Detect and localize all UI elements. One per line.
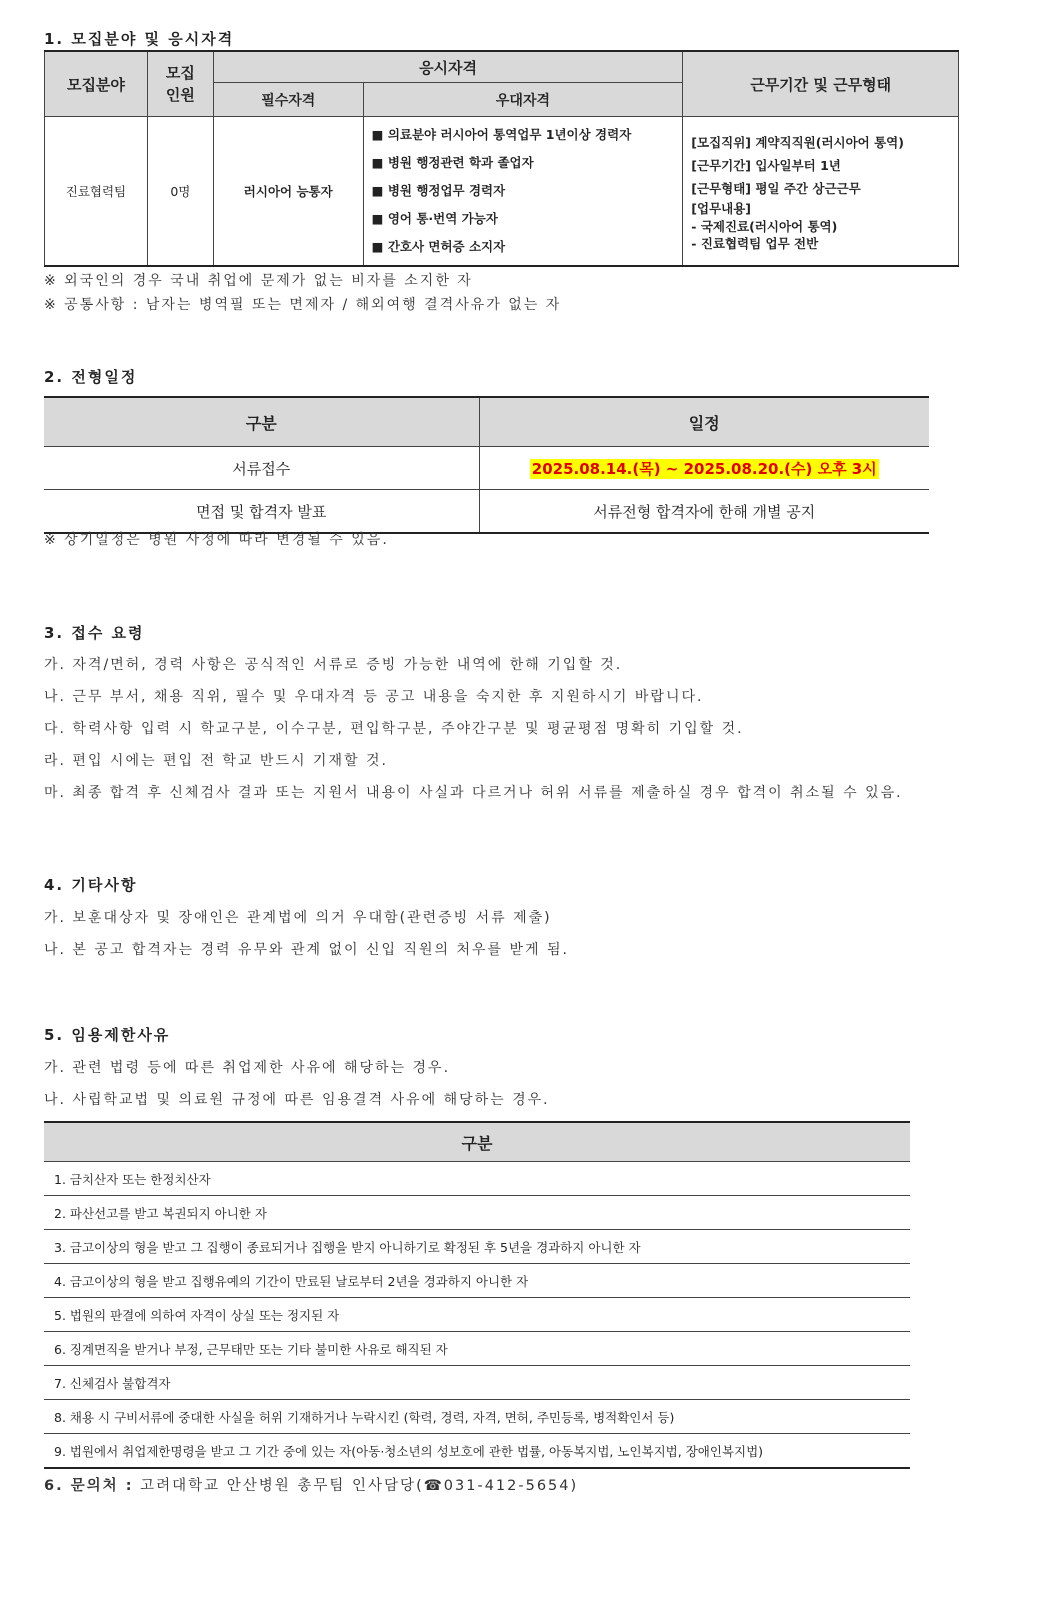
work-item: [업무내용] xyxy=(691,200,752,216)
section-1-title: 1. 모집분야 및 응시자격 xyxy=(44,30,235,48)
table-row: 3. 금고이상의 형을 받고 그 집행이 종료되거나 집행을 받지 아니하기로 확정된 후 5년을 경과하지 아니한 자 xyxy=(44,1230,910,1264)
table-row: 7. 신체검사 불합격자 xyxy=(44,1366,910,1400)
s2-note: ※ 상기일정은 병원 사정에 따라 변경될 수 있음. xyxy=(44,532,389,548)
s3-item: 마. 최종 합격 후 신체검사 결과 또는 지원서 내용이 사실과 다르거나 허위 서류를 제출하실 경우 합격이 취소될 수 있음. xyxy=(44,785,903,801)
s3-item: 나. 근무 부서, 채용 직위, 필수 및 우대자격 등 공고 내용을 숙지한 후 지원하시기 바랍니다. xyxy=(44,689,704,705)
s1-note: ※ 외국인의 경우 국내 취업에 문제가 없는 비자를 소지한 자 xyxy=(44,273,473,289)
s1-note: ※ 공통사항 : 남자는 병역필 또는 면제자 / 해외여행 결격사유가 없는 자 xyxy=(44,297,562,313)
contact-line xyxy=(44,1474,578,1495)
cell-field: 진료협력팀 xyxy=(45,117,148,267)
highlighted-date: 2025.08.14.(목) ~ 2025.08.20.(수) 오후 3시 xyxy=(531,459,877,478)
section-6-title: 6. 문의처 : xyxy=(44,1478,134,1494)
work-item: - 진료협력팀 업무 전반 xyxy=(691,235,819,251)
work-item: [근무형태] 평일 주간 상근근무 xyxy=(691,180,861,196)
preferred-item: ■ 병원 행정업무 경력자 xyxy=(372,177,675,205)
s3-item: 라. 편입 시에는 편입 전 학교 반드시 기재할 것. xyxy=(44,753,388,769)
preferred-item: ■ 의료분야 러시아어 통역업무 1년이상 경력자 xyxy=(372,121,675,149)
header-count: 모집 인원 xyxy=(147,51,213,117)
s3-item: 다. 학력사항 입력 시 학교구분, 이수구분, 편입학구분, 주야간구분 및 평균평점 명확히 기입할 것. xyxy=(44,721,744,737)
cell-preferred xyxy=(363,117,683,267)
cell-work xyxy=(683,117,959,267)
header-category: 구분 xyxy=(44,397,479,447)
table-row: 2. 파산선고를 받고 복권되지 아니한 자 xyxy=(44,1196,910,1230)
table-row: 6. 징계면직을 받거나 부정, 근무태만 또는 기타 불미한 사유로 해직된 자 xyxy=(44,1332,910,1366)
header-qualification: 응시자격 xyxy=(213,51,682,83)
schedule-table xyxy=(44,396,929,534)
header-work: 근무기간 및 근무형태 xyxy=(683,51,959,117)
section-5-title: 5. 임용제한사유 xyxy=(44,1026,171,1044)
s5-item: 가. 관련 법령 등에 따른 취업제한 사유에 해당하는 경우. xyxy=(44,1060,451,1076)
cell-count: 0명 xyxy=(147,117,213,267)
section-4-title: 4. 기타사항 xyxy=(44,876,138,894)
s5-item: 나. 사립학교법 및 의료원 규정에 따른 임용결격 사유에 해당하는 경우. xyxy=(44,1092,550,1108)
schedule-value: 서류전형 합격자에 한해 개별 공지 xyxy=(479,490,929,534)
disqualification-table xyxy=(44,1121,910,1469)
preferred-item: ■ 영어 통·번역 가능자 xyxy=(372,205,675,233)
section-3-title: 3. 접수 요령 xyxy=(44,624,145,642)
header-preferred: 우대자격 xyxy=(363,83,683,117)
section-2-title: 2. 전형일정 xyxy=(44,368,138,386)
cell-required: 러시아어 능통자 xyxy=(213,117,363,267)
qualification-table xyxy=(44,50,959,267)
header-schedule: 일정 xyxy=(479,397,929,447)
table-row: 9. 법원에서 취업제한명령을 받고 그 기간 중에 있는 자(아동·청소년의 성보호에 관한 법률, 아동복지법, 노인복지법, 장애인복지법) xyxy=(44,1434,910,1469)
schedule-category: 면접 및 합격자 발표 xyxy=(44,490,479,534)
schedule-value xyxy=(479,447,929,490)
table-row: 5. 법원의 판결에 의하여 자격이 상실 또는 정지된 자 xyxy=(44,1298,910,1332)
header-required: 필수자격 xyxy=(213,83,363,117)
contact-text: 고려대학교 안산병원 총무팀 인사담당(☎031-412-5654) xyxy=(140,1478,579,1494)
s4-item: 가. 보훈대상자 및 장애인은 관계법에 의거 우대함(관련증빙 서류 제출) xyxy=(44,910,552,926)
table-row: 8. 채용 시 구비서류에 중대한 사실을 허위 기재하거나 누락시킨 (학력, 경력, 자격, 면허, 주민등록, 병적확인서 등) xyxy=(44,1400,910,1434)
work-item: - 국제진료(러시아어 통역) xyxy=(691,218,838,234)
work-item: [모집직위] 계약직직원(러시아어 통역) xyxy=(691,134,904,150)
schedule-category: 서류접수 xyxy=(44,447,479,490)
work-item: [근무기간] 입사일부터 1년 xyxy=(691,157,841,173)
table-row: 1. 금치산자 또는 한정치산자 xyxy=(44,1162,910,1196)
preferred-item: ■ 간호사 면허증 소지자 xyxy=(372,233,675,261)
header-category: 구분 xyxy=(44,1122,910,1162)
s3-item: 가. 자격/면허, 경력 사항은 공식적인 서류로 증빙 가능한 내역에 한해 기입할 것. xyxy=(44,657,623,673)
table-row: 4. 금고이상의 형을 받고 집행유예의 기간이 만료된 날로부터 2년을 경과하지 아니한 자 xyxy=(44,1264,910,1298)
preferred-item: ■ 병원 행정관련 학과 졸업자 xyxy=(372,149,675,177)
s4-item: 나. 본 공고 합격자는 경력 유무와 관계 없이 신입 직원의 처우를 받게 됨. xyxy=(44,942,569,958)
header-field: 모집분야 xyxy=(45,51,148,117)
